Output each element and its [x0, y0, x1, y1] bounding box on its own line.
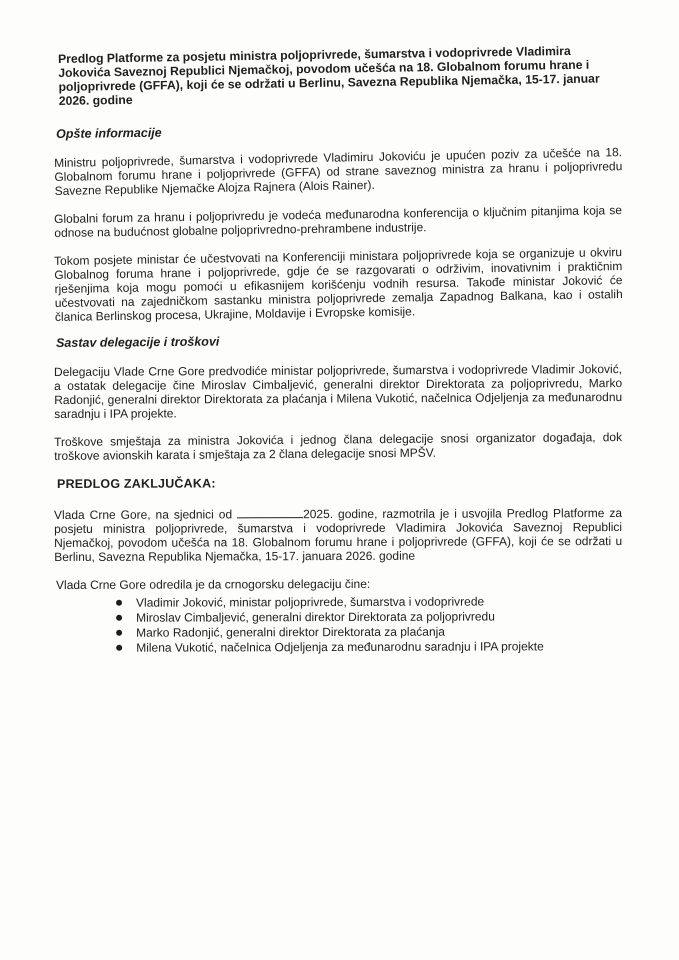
paragraph-conclusion	[54, 505, 622, 564]
list-item: Miroslav Cimbaljević, generalni direktor Direktorata za poljoprivredu	[136, 609, 622, 626]
conclusion-text-rest: 2025. godine, razmotrila je i usvojila Predlog Platforme za posjetu ministra poljoprivrede, šumarstva i vodoprivrede Vladimira Jokovića Saveznoj Republici Njemačkoj, povodom učešća na 18. Globalnom forumu hrane i poljoprivrede (GFFA), koji će se održati u Berlinu, Savezna Republika Njemačka, 15-17. januara 2026. godine	[54, 506, 623, 564]
document-body	[54, 43, 623, 656]
paragraph-forum-description: Globalni forum za hranu i poljoprivredu je vodeća međunarodna konferencija o ključnim pitanjima koja se odnose na budućnost globalne poljoprivredno-prehrambene industrije.	[54, 203, 623, 240]
conclusion-text-start: Vlada Crne Gore, na sjednici od	[54, 507, 233, 522]
section-heading-conclusions: PREDLOG ZAKLJUČAKA:	[57, 476, 216, 491]
list-item: Milena Vukotić, načelnica Odjeljenja za međunarodnu saradnju i IPA projekte	[136, 639, 622, 656]
list-item: Marko Radonjić, generalni direktor Direktorata za plaćanja	[136, 624, 622, 641]
paragraph-visit-program: Tokom posjete ministar će učestvovati na Konferenciji ministara poljoprivrede koja se organizuje u okviru Globalnog foruma hrane i poljoprivrede, gdje će se razgovarati o održivim, inovativnim i praktičnim rješenjima koja mogu pomoći u efikasnijem korišćenju vodnih resursa. Takođe ministar Joković će učestvovati na zajedničkom sastanku ministra poljoprivrede zemalja Zapadnog Balkana, kao i ostalih članica Berlinskog procesa, Ukrajine, Moldavije i Evropske komisije.	[54, 245, 623, 324]
section-heading-delegation: Sastav delegacije i troškovi	[56, 334, 220, 350]
section-heading-general-info: Opšte informacije	[56, 125, 162, 141]
document-title: Predlog Platforme za posjetu ministra poljoprivrede, šumarstva i vodoprivrede Vladimira Jokovića Saveznoj Republici Njemačkoj, povodom učešća na 18. Globalnom forumu hrane i poljoprivrede (GFFA), koji će se održati u Berlinu, Savezna Republika Njemačka, 15-17. januar 2026. godine	[58, 43, 600, 108]
delegation-member-list	[54, 594, 622, 656]
paragraph-costs: Troškove smještaja za ministra Jokovića i jednog člana delegacije snosi organizator događaja, dok troškove avionskih karata i smještaja za 2 člana delegacije snosi MPŠV.	[54, 430, 623, 463]
date-blank-line	[237, 506, 303, 518]
list-item: Vladimir Joković, ministar poljoprivrede, šumarstva i vodoprivrede	[136, 594, 622, 611]
delegation-list-intro: Vlada Crne Gore odredila je da crnogorsku delegaciju čine:	[56, 576, 371, 592]
paragraph-invitation: Ministru poljoprivrede, šumarstva i vodoprivrede Vladimiru Jokoviću je upućen poziv za učešće na 18. Globalnom forumu hrane i poljoprivrede (GFFA) od strane saveznog ministra za hranu i poljoprivredu Savezne Republike Njemačke Alojza Rajnera (Alois Rainer).	[54, 145, 623, 198]
paragraph-delegation-composition: Delegaciju Vlade Crne Gore predvodiće ministar poljoprivrede, šumarstva i vodoprivrede Vladimir Joković, a ostatak delegacije čine Miroslav Cimbaljević, generalni direktor Direktorata za poljoprivredu, Marko Radonjić, generalni direktor Direktorata za plaćanja i Milena Vukotić, načelnica Odjeljenja za međunarodnu saradnju i IPA projekte.	[54, 362, 623, 421]
